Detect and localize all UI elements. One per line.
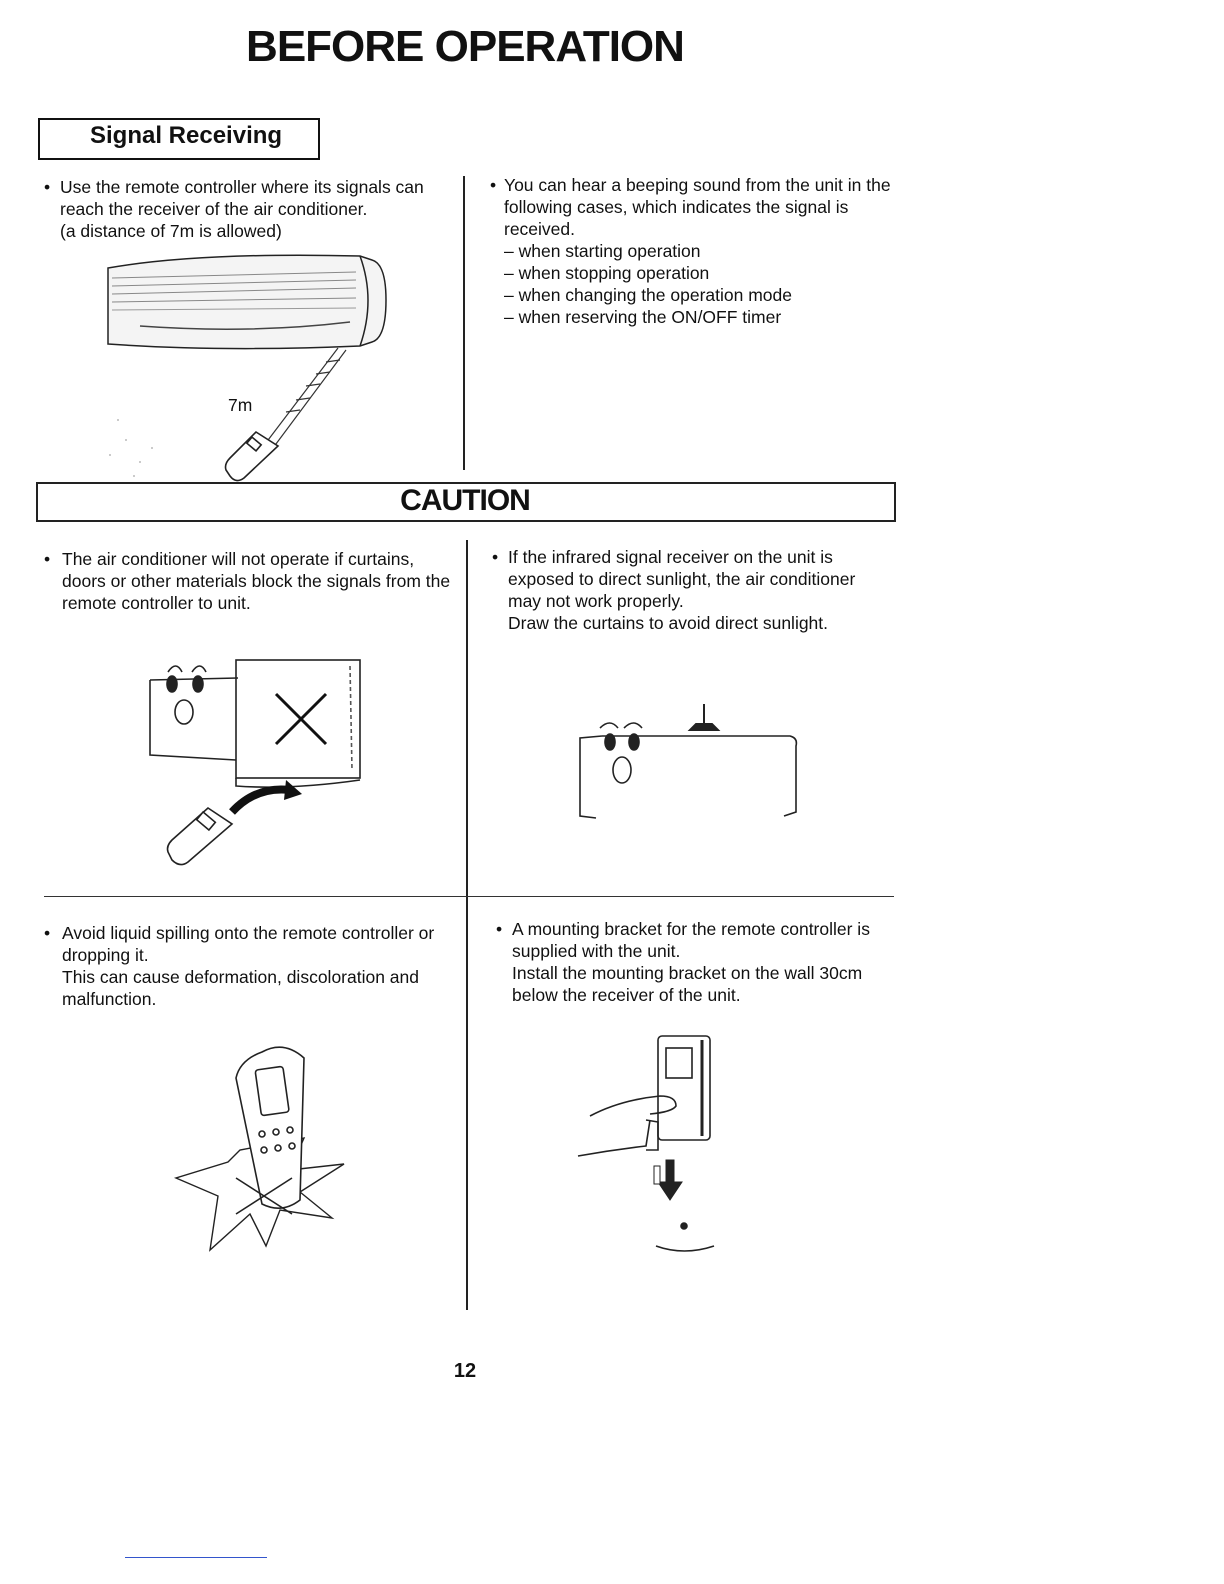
list-item: – when starting operation <box>504 241 701 261</box>
distance-label-7m: 7m <box>228 395 253 415</box>
bullet-marker: • <box>496 919 503 939</box>
text-line: Install the mounting bracket on the wall 30cm <box>512 963 863 983</box>
bullet-marker: • <box>44 177 51 197</box>
text-line: A mounting bracket for the remote controller is <box>512 919 870 939</box>
text-line: remote controller to unit. <box>62 593 251 613</box>
wall-mount-icon <box>656 1223 714 1251</box>
text-line: You can hear a beeping sound from the unit in the <box>504 175 891 195</box>
page-number: 12 <box>453 1360 477 1382</box>
text-line: exposed to direct sunlight, the air conditioner <box>508 569 856 589</box>
list-item: – when stopping operation <box>504 263 710 283</box>
text-line: (a distance of 7m is allowed) <box>60 221 282 241</box>
down-arrow-icon <box>654 1160 682 1200</box>
list-item: – when reserving the ON/OFF timer <box>504 307 782 327</box>
page-title: BEFORE OPERATION <box>246 22 684 71</box>
caution-heading: CAUTION <box>400 484 530 517</box>
text-line: This can cause deformation, discoloration and <box>62 967 420 987</box>
text-line: following cases, which indicates the signal is <box>504 197 849 217</box>
section-heading-signal-receiving: Signal Receiving <box>90 122 283 149</box>
text-line: supplied with the unit. <box>512 941 681 961</box>
bullet-marker: • <box>490 175 497 195</box>
text-line: Use the remote controller where its signals can <box>60 177 424 197</box>
text-line: may not work properly. <box>508 591 684 611</box>
text-line: dropping it. <box>62 945 149 965</box>
text-line: received. <box>504 219 576 239</box>
text-line: Avoid liquid spilling onto the remote controller or <box>62 923 435 943</box>
bullet-marker: • <box>44 923 51 943</box>
bullet-marker: • <box>44 549 51 569</box>
text-line: Draw the curtains to avoid direct sunlight. <box>508 613 829 633</box>
text-line: doors or other materials block the signals from the <box>62 571 451 591</box>
text-line: reach the receiver of the air conditioner. <box>60 199 368 219</box>
list-item: – when changing the operation mode <box>504 285 792 305</box>
text-line: below the receiver of the unit. <box>512 985 741 1005</box>
text-line: malfunction. <box>62 989 157 1009</box>
bullet-marker: • <box>492 547 499 567</box>
footer-link-underline <box>125 1557 267 1558</box>
text-line: The air conditioner will not operate if curtains, <box>62 549 415 569</box>
text-line: If the infrared signal receiver on the unit is <box>508 547 833 567</box>
mounting-bracket-icon <box>658 1036 710 1140</box>
